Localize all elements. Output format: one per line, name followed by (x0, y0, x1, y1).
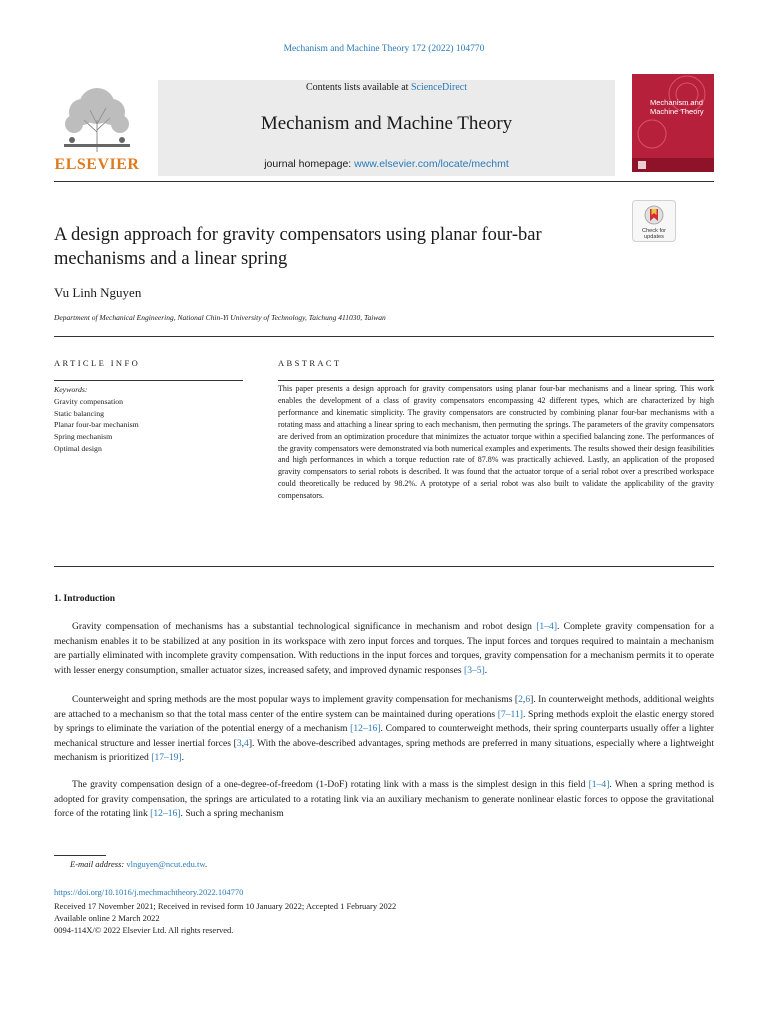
email-footnote (70, 859, 207, 869)
contents-prefix: Contents lists available at (305, 82, 411, 93)
abstract-divider (278, 380, 714, 381)
text-run: , (241, 737, 245, 749)
text-run: , (522, 694, 526, 705)
author-affiliation: Department of Mechanical Engineering, National Chin-Yi University of Technology, Taichung 411030, Taiwan (54, 313, 386, 322)
journal-cover-image[interactable] (632, 74, 714, 172)
citation-link[interactable]: 4 (244, 737, 249, 749)
abstract-bottom-divider (54, 566, 714, 567)
check-updates-line2: updates (644, 234, 664, 240)
text-run: . Such a spring mechanism (180, 808, 284, 820)
footnote-divider (54, 855, 106, 856)
text-run: . Complete gravity compensation for a mechanism enables it to be stabilized at any position in its workspace with zero input forces and torques. The input forces and torques required to maintain a mechanism are partially eliminated with incomplete gravity compensation. With reductions in the input forces and torques, gravity compensation for a mechanism permits it to operate with lesser energy consumption, smaller actuator sizes, increased safety, and improved dynamic responses (54, 621, 714, 676)
journal-name: Mechanism and Machine Theory (260, 113, 513, 134)
email-label: E-mail address: (70, 859, 125, 869)
text-run: . When a spring method is adopted for gravity compensation, the springs are articulated to a rotating link via an auxiliary mechanism to generate nonlinear elastic forces to oppose the gravitational force of the rotating link (54, 779, 714, 820)
received-dates: Received 17 November 2021; Received in revised form 10 January 2022; Accepted 1 February 2022 (54, 901, 397, 911)
keyword-item: Static balancing (54, 408, 105, 418)
text-run: ]. In counterweight methods, additional weights are attached to a mechanism so that the total mass center of the entire system can be maintained during operations (54, 694, 715, 720)
contents-available-line (158, 82, 615, 93)
intro-paragraph-1 (54, 620, 714, 678)
journal-homepage-link[interactable]: www.elsevier.com/locate/mechmt (354, 158, 509, 170)
check-for-updates-badge[interactable] (632, 200, 676, 242)
citation-link[interactable]: [1–4] (588, 779, 610, 790)
text-run: Gravity compensation of mechanisms has a substantial technological significance in mechanism and robot design (72, 621, 537, 632)
email-link[interactable]: vlnguyen@ncut.edu.tw (126, 859, 205, 869)
doi-link[interactable]: https://doi.org/10.1016/j.mechmachtheory.2022.104770 (54, 887, 244, 897)
citation-link[interactable]: [3–5] (464, 664, 485, 676)
title-divider (54, 336, 714, 337)
check-updates-line1: Check for (642, 228, 666, 234)
abstract-text: This paper presents a design approach for gravity compensators using planar four-bar mechanisms and a linear spring. This work enables the development of a class of gravity compensators encompassing 42 different types, which are characterized by high performance and kinematic simplicity. The gravity compensators are constructed by combining planar four-bar mechanisms with a rotating mass and attaching a linear spring to each mechanism, then permuting the springs. The parameters of the gravity compensators are derived from an optimization procedure that minimizes the actuator torque within a specified balancing zone. The performances of the gravity compensators were demonstrated via both numerical examples and experiments. The results showed their design feasibilities and high performances in which a torque reduction rate of 87.8% was practically achieved. Lastly, an application of the proposed gravity compensators to serial robots is described. It was found that the actuator torque of a serial robot over a prescribed workspace could theoretically be reduced by 98.2%. A prototype of a serial robot was also built to validate the applicability of the gravity compensators. (278, 384, 714, 501)
text-run: . (181, 752, 185, 764)
citation-link[interactable]: [1–4] (536, 621, 558, 632)
copyright-notice: 0094-114X/© 2022 Elsevier Ltd. All rights reserved. (54, 925, 234, 935)
text-run: ]. With the above-described advantages, spring methods are preferred in many situations, especially where a lightweight mechanism is prioritized (54, 737, 714, 764)
citation-link[interactable]: 2 (518, 694, 523, 705)
available-online-date: Available online 2 March 2022 (54, 913, 160, 923)
keywords-label: Keywords: (54, 385, 88, 394)
paper-title: A design approach for gravity compensators using planar four-bar mechanisms and a linear spring (54, 225, 542, 269)
intro-paragraph-3 (54, 778, 714, 822)
elsevier-wordmark: ELSEVIER (54, 156, 140, 173)
text-run: . (484, 664, 488, 676)
journal-homepage-line (158, 158, 615, 170)
abstract-heading: ABSTRACT (278, 358, 342, 368)
sciencedirect-link[interactable]: ScienceDirect (410, 82, 468, 93)
citation-link[interactable]: [7–11] (497, 708, 523, 720)
section-heading-introduction: 1. Introduction (54, 594, 116, 604)
text-run: The gravity compensation design of a one-degree-of-freedom (1-DoF) rotating link with a mass is the simplest design in this field (72, 779, 589, 790)
homepage-prefix: journal homepage: (264, 158, 355, 170)
citation-link[interactable]: 3 (236, 737, 242, 749)
citation-link[interactable]: [12–16] (350, 723, 381, 735)
intro-paragraph-2 (54, 693, 714, 766)
citation-link[interactable]: 6 (525, 694, 531, 705)
header-divider (54, 181, 714, 182)
citation-link[interactable]: [12–16] (150, 808, 181, 820)
article-info-heading: ARTICLE INFO (54, 358, 141, 368)
journal-citation-link[interactable]: Mechanism and Machine Theory 172 (2022) 104770 (283, 44, 485, 54)
keywords-block (54, 384, 139, 455)
keyword-item: Planar four-bar mechanism (54, 420, 139, 430)
cover-title: Mechanism and Machine Theory (650, 98, 704, 116)
author-name: Vu Linh Nguyen (54, 285, 142, 300)
text-run: . Spring methods exploit the elastic energy stored by springs to eliminate the variation of the potential energy of a mechanism (54, 708, 714, 735)
keyword-item: Spring mechanism (54, 432, 113, 442)
email-suffix: . (204, 859, 208, 869)
text-run: . Compared to counterweight methods, their spring counterparts usually offer a lighter mechanical structure and lesser inertial forces [ (54, 723, 714, 749)
keyword-item: Optimal design (54, 443, 102, 453)
article-info-divider (54, 380, 243, 381)
keyword-item: Gravity compensation (54, 396, 124, 406)
text-run: Counterweight and spring methods are the most popular ways to implement gravity compensation for mechanisms [ (72, 694, 519, 705)
citation-link[interactable]: [17–19] (151, 752, 182, 764)
